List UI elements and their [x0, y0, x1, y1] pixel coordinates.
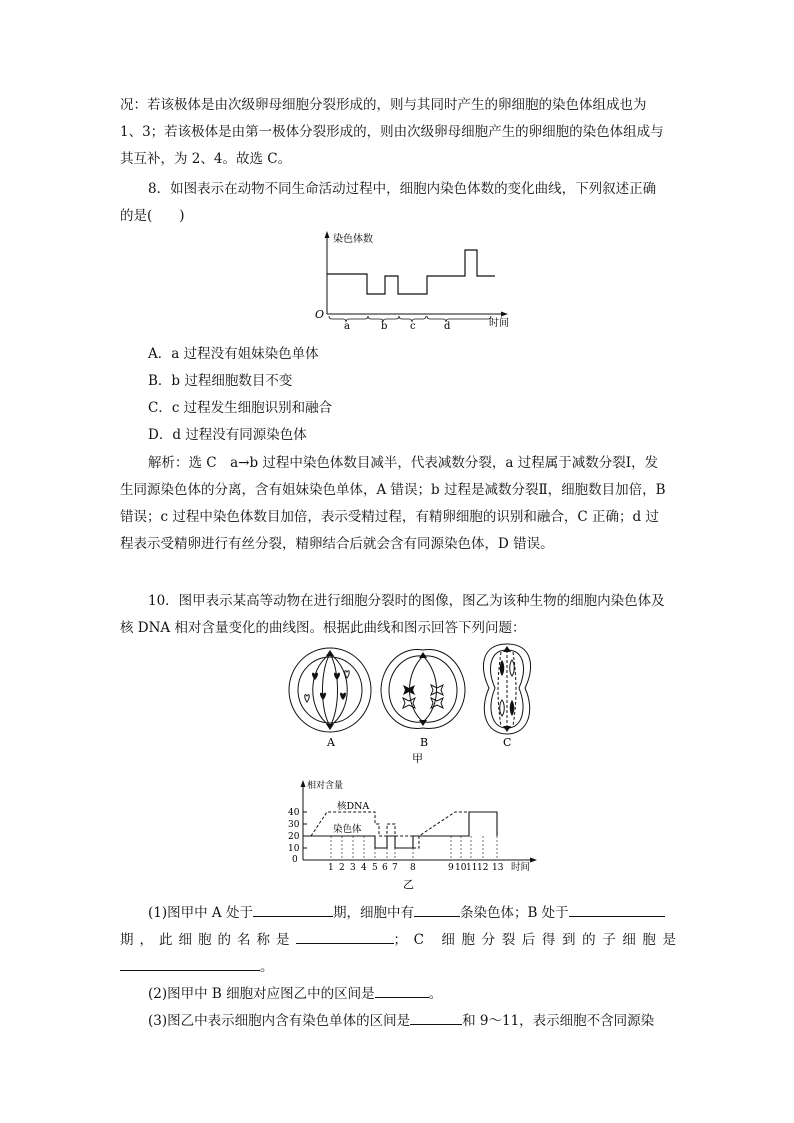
- sub1-text-c: 条染色体；B 处于: [459, 905, 569, 921]
- yi-xtick: 8: [410, 863, 416, 873]
- intro-line-2: 1、3；若该极体是由第一极体分裂形成的，则由次级卵母细胞产生的卵细胞的染色体组成与: [120, 124, 664, 140]
- cell-c-diagram: [483, 644, 530, 734]
- q10-stem-line-2: 核 DNA 相对含量变化的曲线图。根据此曲线和图示回答下列问题：: [120, 620, 526, 636]
- sub1-blank-a-phase[interactable]: [253, 902, 333, 917]
- cell-a-label: A: [327, 736, 335, 749]
- yi-xtick: 9: [448, 863, 454, 873]
- q8-option-d: D．d 过程没有同源染色体: [148, 427, 307, 443]
- yi-ytick-20: 20: [288, 832, 300, 842]
- q8-chart-segment-c: c: [410, 321, 416, 332]
- sub1-blank-b-phase[interactable]: [569, 902, 665, 917]
- yi-ytick-30: 30: [288, 820, 300, 830]
- yi-xtick: 13: [492, 863, 504, 873]
- yi-xtick: 12: [477, 863, 489, 873]
- q8-option-c: C．c 过程发生细胞识别和融合: [148, 400, 333, 416]
- q10-stem-line-1: 10．图甲表示某高等动物在进行细胞分裂时的图像，图乙为该种生物的细胞内染色体及: [148, 593, 665, 609]
- q10-sub1-line-2: [120, 929, 683, 949]
- q8-option-a: A．a 过程没有姐妹染色单体: [148, 346, 319, 362]
- yi-ytick-40: 40: [288, 808, 300, 818]
- q8-chart-ylabel: 染色体数: [333, 234, 373, 245]
- yi-xtick: 7: [392, 863, 398, 873]
- yi-xlabel: 时间: [511, 862, 531, 873]
- yi-xtick: 6: [382, 863, 388, 873]
- sub1-blank-b-cell-name[interactable]: [296, 929, 394, 944]
- yi-xtick: 4: [361, 863, 367, 873]
- yi-ylabel: 相对含量: [307, 781, 344, 791]
- q8-stem-line-2: 的是( ): [120, 208, 185, 224]
- q10-sub1-line-3: [120, 956, 274, 976]
- q8-chromosome-chart: [305, 228, 520, 333]
- q10-sub3-line: [148, 1010, 654, 1030]
- sub1-text-b: 期，细胞中有: [332, 905, 414, 921]
- sub1-blank-chromosome-count[interactable]: [414, 902, 460, 917]
- cell-b-label: B: [420, 736, 429, 749]
- sub2-text-a: (2)图甲中 B 细胞对应图乙中的区间是: [148, 986, 375, 1002]
- q8-chart-xlabel: 时间: [489, 318, 509, 329]
- sub1-text-e: ；C 细胞分裂后得到的子细胞是: [393, 932, 683, 948]
- yi-xtick: 10: [455, 863, 467, 873]
- cell-c-label: C: [503, 736, 512, 749]
- yi-ytick-0: 0: [292, 855, 298, 865]
- yi-series-chromosome: 染色体: [333, 824, 362, 835]
- q8-analysis-line-3: 错误；c 过程中染色体数目加倍，表示受精过程，有精卵细胞的识别和融合，C 正确；d 过: [120, 509, 659, 525]
- sub2-text-b: 。: [428, 986, 443, 1002]
- sub3-text-b: 和 9～11，表示细胞不含同源染: [462, 1013, 655, 1029]
- sub2-blank-interval[interactable]: [375, 983, 429, 998]
- intro-line-1: 况：若该极体是由次级卵母细胞分裂形成的，则与其同时产生的卵细胞的染色体组成也为: [120, 97, 647, 113]
- sub1-blank-c-daughter-cell[interactable]: [120, 956, 260, 971]
- q10-figure-yi: [283, 776, 553, 894]
- q10-sub1-line-1: [148, 902, 665, 922]
- figure-yi-caption: 乙: [403, 878, 414, 891]
- q8-analysis-line-4: 程表示受精卵进行有丝分裂，精卵结合后就会含有同源染色体，D 错误。: [120, 536, 554, 552]
- sub3-blank-interval[interactable]: [410, 1010, 462, 1025]
- sub1-text-f: 。: [260, 959, 274, 975]
- q8-chart-segment-b: b: [381, 321, 388, 332]
- q8-analysis-line-1: 解析：选 C a→b 过程中染色体数目减半，代表减数分裂，a 过程属于减数分裂Ⅰ，发: [148, 455, 659, 471]
- yi-series-dna: 核DNA: [337, 801, 370, 812]
- sub1-text-d: 期，此细胞的名称是: [120, 932, 296, 948]
- yi-xtick: 11: [466, 863, 478, 873]
- q8-chart-origin: O: [315, 308, 325, 321]
- figure-jia-caption: 甲: [412, 752, 423, 765]
- cell-b-diagram: [381, 650, 465, 729]
- q8-option-b: B．b 过程细胞数目不变: [148, 373, 293, 389]
- sub3-text-a: (3)图乙中表示细胞内含有染色单体的区间是: [148, 1013, 411, 1029]
- sub1-text-a: (1)图甲中 A 处于: [148, 905, 253, 921]
- cell-a-diagram: [289, 648, 371, 732]
- q8-stem-line-1: 8．如图表示在动物不同生命活动过程中，细胞内染色体数的变化曲线，下列叙述正确: [148, 181, 657, 197]
- q8-analysis-line-2: 生同源染色体的分离，含有姐妹染色单体，A 错误；b 过程是减数分裂Ⅱ，细胞数目加倍，B: [120, 482, 666, 498]
- yi-ytick-10: 10: [288, 844, 300, 854]
- q8-chart-segment-d: d: [444, 321, 451, 332]
- yi-xtick: 3: [350, 863, 356, 873]
- q8-chart-segment-a: a: [344, 321, 350, 332]
- intro-line-3: 其互补，为 2、4。故选 C。: [120, 151, 292, 167]
- yi-xtick: 2: [339, 863, 345, 873]
- q10-sub2-line: [148, 983, 442, 1003]
- yi-xtick: 1: [328, 863, 334, 873]
- q10-figure-jia: [285, 640, 555, 765]
- yi-xtick: 5: [372, 863, 378, 873]
